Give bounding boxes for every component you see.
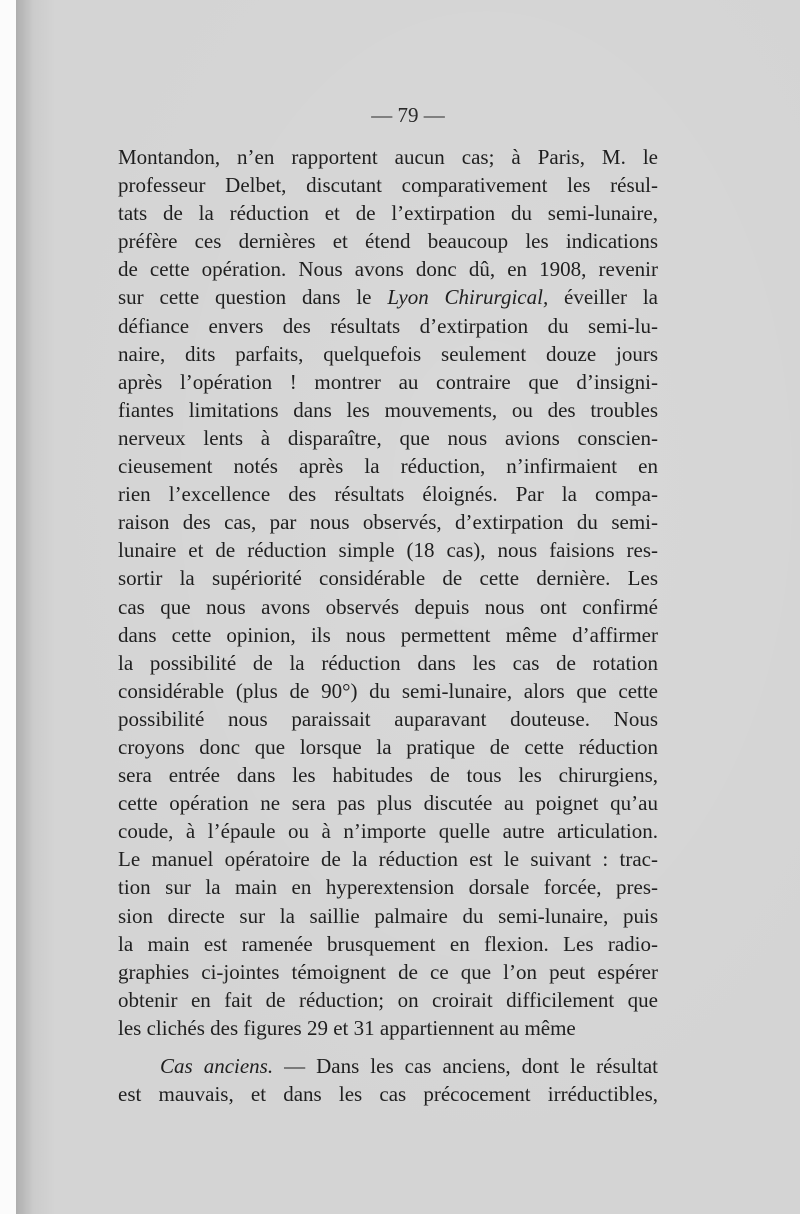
- journal-title: Lyon Chirurgical,: [387, 285, 549, 310]
- text-line: est mauvais, et dans les cas précocement irréductibles,: [118, 1082, 658, 1107]
- text-line: Montandon, n’en rapportent aucun cas; à Paris, M. le: [118, 145, 658, 169]
- scan-left-margin: [0, 0, 17, 1214]
- text-line: professeur Delbet, discutant comparativement les résul-: [118, 173, 658, 198]
- section-lead: Cas anciens.: [160, 1054, 274, 1078]
- text-line: défiance envers des résultats d’extirpation du semi-lu-: [118, 313, 658, 338]
- text-line: obtenir en fait de réduction; on croirait difficilement que: [118, 987, 658, 1012]
- text-line: sion directe sur la saillie palmaire du semi-lunaire, puis: [118, 903, 658, 928]
- text-segment: éveiller la: [548, 285, 659, 310]
- text-line: nerveux lents à disparaître, que nous avions conscien-: [118, 425, 658, 450]
- paragraph-gap: [118, 1042, 658, 1052]
- text-line: possibilité nous paraissait auparavant douteuse. Nous: [118, 706, 658, 731]
- text-line: tion sur la main en hyperextension dorsale forcée, pres-: [118, 875, 658, 900]
- text-line: sortir la supériorité considérable de cette dernière. Les: [118, 566, 658, 591]
- text-line-section-lead: [118, 1052, 658, 1080]
- text-line: raison des cas, par nous observés, d’extirpation du semi-: [118, 510, 658, 535]
- text-line: fiantes limitations dans les mouvements, ou des troubles: [118, 397, 658, 422]
- text-line: cette opération ne sera pas plus discutée au poignet qu’au: [118, 791, 658, 816]
- text-line: après l’opération ! montrer au contraire que d’insigni-: [118, 369, 658, 394]
- text-line: de cette opération. Nous avons donc dû, en 1908, revenir: [118, 257, 658, 282]
- text-line: lunaire et de réduction simple (18 cas), nous faisions res-: [118, 538, 658, 563]
- page-number: — 79 —: [371, 103, 445, 127]
- text-line: la main est ramenée brusquement en flexion. Les radio-: [118, 931, 658, 956]
- text-line: cieusement notés après la réduction, n’infirmaient en: [118, 454, 658, 479]
- text-line: croyons donc que lorsque la pratique de cette réduction: [118, 734, 658, 759]
- book-page: [16, 0, 800, 1214]
- text-line: considérable (plus de 90°) du semi-lunaire, alors que cette: [118, 678, 658, 703]
- text-line: rien l’excellence des résultats éloignés. Par la compa-: [118, 482, 658, 507]
- text-line-with-citation: [118, 283, 658, 311]
- text-line: coude, à l’épaule ou à n’importe quelle autre articulation.: [118, 819, 658, 844]
- text-line: cas que nous avons observés depuis nous ont confirmé: [118, 594, 658, 619]
- text-segment: sur cette question dans le: [118, 285, 388, 310]
- text-line: dans cette opinion, ils nous permettent même d’affirmer: [118, 622, 658, 647]
- text-line: Le manuel opératoire de la réduction est le suivant : trac-: [118, 847, 658, 872]
- text-segment: — Dans les cas anciens, dont le résultat: [273, 1054, 658, 1078]
- body-text: [118, 143, 658, 1108]
- text-line: préfère ces dernières et étend beaucoup les indications: [118, 229, 658, 254]
- text-line: la possibilité de la réduction dans les cas de rotation: [118, 650, 658, 675]
- text-line: tats de la réduction et de l’extirpation du semi-lunaire,: [118, 201, 658, 226]
- text-line: sera entrée dans les habitudes de tous les chirurgiens,: [118, 763, 658, 788]
- text-line: graphies ci-jointes témoignent de ce que l’on peut espérer: [118, 959, 658, 984]
- text-line: naire, dits parfaits, quelquefois seulement douze jours: [118, 341, 658, 366]
- text-line: les clichés des figures 29 et 31 appartiennent au même: [118, 1015, 576, 1040]
